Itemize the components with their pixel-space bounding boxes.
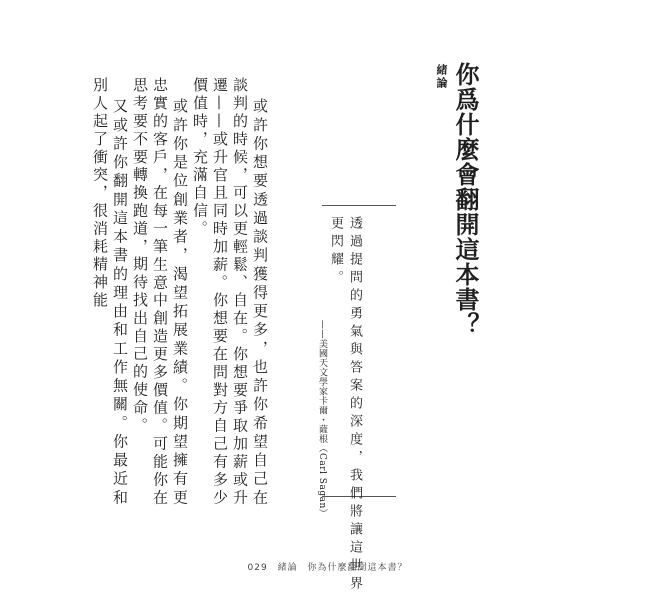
epigraph-line: 透過提問的勇氣與答案的深度，我們將讓這世界 [347, 216, 362, 594]
page-title: 你爲什麼會翻開這本書？ [451, 62, 480, 337]
body-paragraph: 又或許你翻開這本書的理由和工作無關。你最近和別人起了衝突，很消耗精神能 [91, 77, 129, 507]
body-paragraph: 或許你是位創業者，渴望拓展業績。你期望擁有更忠實的客戶，在每一筆生意中創造更多價值。可能你在思考要不要轉換跑道，期待找出自己的使命。 [131, 77, 189, 507]
body-paragraph: 或許你想要透過談判獲得更多，也許你希望自己在談判的時候，可以更輕鬆、自在。你想要爭取加薪或升遷——或升官且同時加薪。你想要在問對方自己有多少價值時，充滿自信。 [191, 77, 269, 507]
footer-section: 緒論 [277, 563, 298, 573]
page-footer [0, 560, 655, 573]
page-number: 029 [247, 563, 268, 573]
running-title: 你為什麼翻開這本書？ [307, 563, 408, 573]
body-text [40, 77, 270, 507]
chapter-label: 緒論 [435, 64, 448, 90]
epigraph-attribution: ——美國天文學家卡爾・薩根（Carl Sagan） [317, 320, 327, 519]
epigraph-line: 更閃耀。 [328, 216, 343, 288]
